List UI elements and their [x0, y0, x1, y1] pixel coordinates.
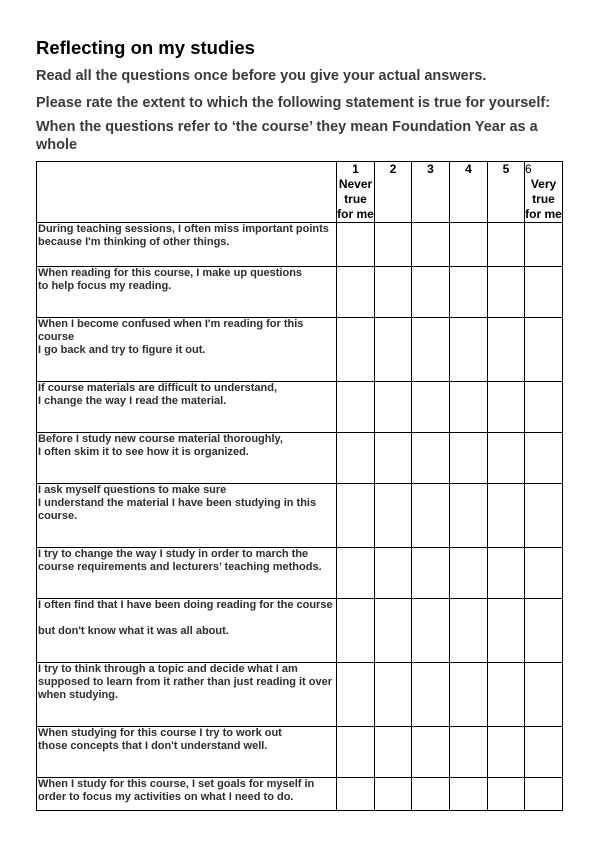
rating-cell-3[interactable] — [412, 548, 450, 599]
rating-cell-4[interactable] — [450, 548, 488, 599]
scale-header-1: 1 Never true for me — [337, 162, 374, 221]
scale-header-4: 4 — [450, 162, 488, 223]
rating-table — [36, 161, 563, 811]
rating-cell-3[interactable] — [412, 382, 450, 433]
rating-cell-4[interactable] — [450, 778, 488, 811]
rating-cell-4[interactable] — [450, 382, 488, 433]
rating-cell-5[interactable] — [488, 484, 525, 548]
scale-label-very: Very true for me — [525, 177, 562, 221]
rating-cell-6[interactable] — [525, 599, 563, 663]
rating-cell-2[interactable] — [375, 727, 412, 778]
rating-cell-2[interactable] — [375, 267, 412, 318]
rating-cell-2[interactable] — [375, 599, 412, 663]
rating-cell-3[interactable] — [412, 727, 450, 778]
rating-cell-5[interactable] — [488, 548, 525, 599]
rating-cell-4[interactable] — [450, 484, 488, 548]
question-row — [37, 599, 563, 663]
rating-cell-1[interactable] — [337, 484, 375, 548]
rating-cell-4[interactable] — [450, 267, 488, 318]
instruction-read-all: Read all the questions once before you give your actual answers. — [36, 68, 487, 84]
rating-cell-6[interactable] — [525, 223, 563, 267]
header-blank-cell — [37, 162, 337, 223]
rating-cell-3[interactable] — [412, 433, 450, 484]
page-title: Reflecting on my studies — [36, 37, 255, 58]
rating-cell-2[interactable] — [375, 433, 412, 484]
scale-header-2: 2 — [375, 162, 412, 223]
scale-header-3: 3 — [412, 162, 450, 223]
question-row — [37, 484, 563, 548]
rating-cell-4[interactable] — [450, 433, 488, 484]
rating-cell-5[interactable] — [488, 727, 525, 778]
question-row — [37, 433, 563, 484]
instruction-course-definition: When the questions refer to ‘the course’ they mean Foundation Year as a whole — [36, 119, 538, 153]
rating-cell-2[interactable] — [375, 223, 412, 267]
rating-cell-5[interactable] — [488, 223, 525, 267]
rating-cell-3[interactable] — [412, 599, 450, 663]
question-text: I ask myself questions to make sure I understand the material I have been studying in this course. — [37, 484, 337, 548]
rating-cell-6[interactable] — [525, 433, 563, 484]
rating-cell-6[interactable] — [525, 318, 563, 382]
rating-cell-3[interactable] — [412, 223, 450, 267]
rating-cell-6[interactable] — [525, 727, 563, 778]
scale-label-never: Never true for me — [337, 177, 374, 221]
rating-cell-5[interactable] — [488, 433, 525, 484]
question-row — [37, 727, 563, 778]
question-text: When reading for this course, I make up questions to help focus my reading. — [37, 267, 337, 318]
scale-header-5: 5 — [488, 162, 525, 223]
rating-cell-2[interactable] — [375, 484, 412, 548]
rating-cell-1[interactable] — [337, 778, 375, 811]
rating-cell-4[interactable] — [450, 599, 488, 663]
rating-cell-5[interactable] — [488, 382, 525, 433]
question-text: When studying for this course I try to work out those concepts that I don't understand well. — [37, 727, 337, 778]
rating-cell-2[interactable] — [375, 778, 412, 811]
rating-cell-2[interactable] — [375, 548, 412, 599]
rating-cell-5[interactable] — [488, 599, 525, 663]
rating-cell-1[interactable] — [337, 223, 375, 267]
scale-header-row — [37, 162, 563, 223]
rating-cell-5[interactable] — [488, 318, 525, 382]
question-text: I try to change the way I study in order to march the course requirements and lecturers’ teaching methods. — [37, 548, 337, 599]
question-text: During teaching sessions, I often miss important points because I'm thinking of other things. — [37, 223, 337, 267]
rating-cell-4[interactable] — [450, 663, 488, 727]
rating-cell-2[interactable] — [375, 382, 412, 433]
instruction-rate: Please rate the extent to which the following statement is true for yourself: — [36, 95, 551, 111]
question-text: When I study for this course, I set goals for myself in order to focus my activities on what I need to do. — [37, 778, 337, 811]
rating-cell-6[interactable] — [525, 382, 563, 433]
rating-cell-6[interactable] — [525, 548, 563, 599]
question-row — [37, 318, 563, 382]
rating-cell-5[interactable] — [488, 663, 525, 727]
rating-cell-1[interactable] — [337, 599, 375, 663]
rating-cell-6[interactable] — [525, 663, 563, 727]
rating-cell-4[interactable] — [450, 727, 488, 778]
scale-header-6: 6 Very true for me — [525, 162, 562, 221]
question-text: Before I study new course material thoroughly, I often skim it to see how it is organized. — [37, 433, 337, 484]
question-row — [37, 267, 563, 318]
rating-cell-1[interactable] — [337, 727, 375, 778]
question-text: I often find that I have been doing reading for the course but don't know what it was all about. — [37, 599, 337, 663]
rating-cell-6[interactable] — [525, 778, 563, 811]
rating-cell-5[interactable] — [488, 267, 525, 318]
rating-cell-3[interactable] — [412, 663, 450, 727]
rating-cell-1[interactable] — [337, 318, 375, 382]
question-row — [37, 382, 563, 433]
question-row — [37, 778, 563, 811]
rating-cell-6[interactable] — [525, 484, 563, 548]
rating-cell-1[interactable] — [337, 663, 375, 727]
rating-cell-3[interactable] — [412, 267, 450, 318]
rating-cell-3[interactable] — [412, 484, 450, 548]
question-text: When I become confused when I'm reading for this course I go back and try to figure it out. — [37, 318, 337, 382]
rating-cell-3[interactable] — [412, 318, 450, 382]
questions-body — [37, 223, 563, 811]
question-row — [37, 548, 563, 599]
rating-cell-4[interactable] — [450, 318, 488, 382]
rating-cell-4[interactable] — [450, 223, 488, 267]
rating-cell-6[interactable] — [525, 267, 563, 318]
rating-cell-1[interactable] — [337, 382, 375, 433]
question-text: If course materials are difficult to understand, I change the way I read the material. — [37, 382, 337, 433]
rating-cell-2[interactable] — [375, 663, 412, 727]
rating-cell-3[interactable] — [412, 778, 450, 811]
rating-cell-5[interactable] — [488, 778, 525, 811]
rating-cell-1[interactable] — [337, 548, 375, 599]
rating-cell-2[interactable] — [375, 318, 412, 382]
question-text: I try to think through a topic and decide what I am supposed to learn from it rather than just reading it over when studying. — [37, 663, 337, 727]
rating-cell-1[interactable] — [337, 267, 375, 318]
rating-cell-1[interactable] — [337, 433, 375, 484]
question-row — [37, 663, 563, 727]
question-row — [37, 223, 563, 267]
